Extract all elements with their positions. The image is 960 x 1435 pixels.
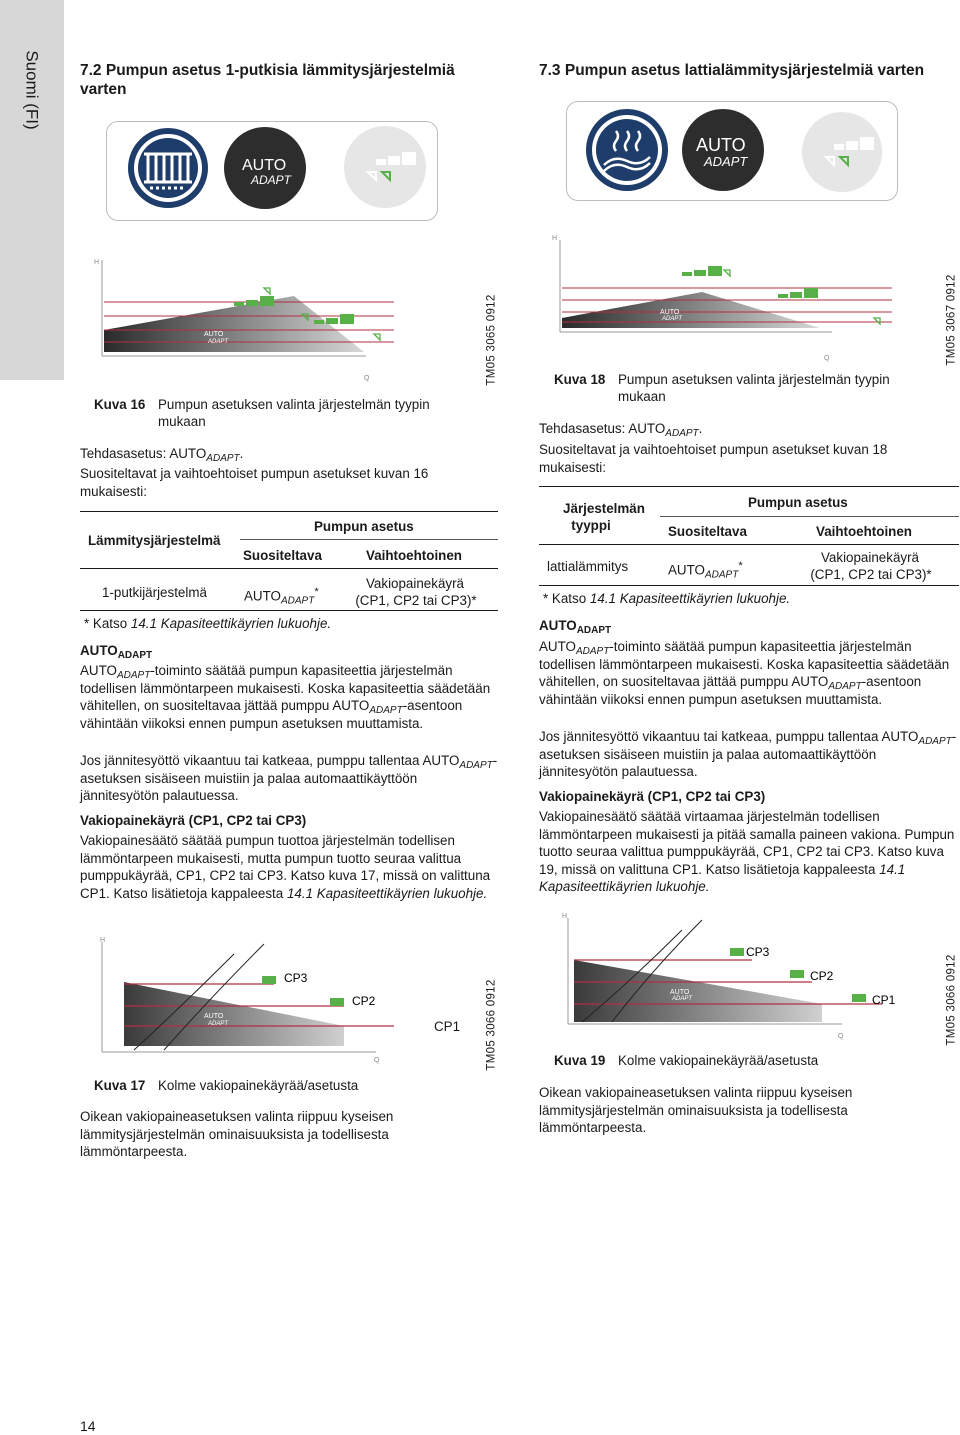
footnote-right: * Katso 14.1 Kapasiteettikäyrien lukuohje. <box>543 591 791 606</box>
recommended-intro-right: Suositeltavat ja vaihtoehtoiset pumpun asetukset kuvan 18 mukaisesti: <box>539 442 888 475</box>
svg-text:Q: Q <box>374 1057 380 1064</box>
constant-pressure-icon <box>344 126 426 208</box>
section-heading-7-3: 7.3 Pumpun asetus lattialämmitysjärjestelmiä varten <box>539 62 925 79</box>
row-alternative-right-2: (CP1, CP2 tai CP3)* <box>810 567 932 582</box>
auto-adapt-icon <box>224 127 306 209</box>
power-failure-para-left: Jos jännitesyöttö vikaantuu tai katkeaa, pumppu tallentaa $AUTO_{ADAPT}$-asetuksen sisäiseen muistiin ja palaa automaattikäyttöön jännitesyötön palautuessa. <box>80 753 498 803</box>
svg-text:ADAPT: ADAPT <box>208 1021 229 1027</box>
fig16-number: Kuva 16 <box>94 397 146 412</box>
auto-label: AUTO <box>242 157 287 174</box>
col-recommended: Suositeltava <box>243 548 322 563</box>
chart-q-label: Q <box>364 375 370 382</box>
svg-text:Q: Q <box>838 1033 844 1040</box>
auto-adapt-heading-right: $AUTO_{ADAPT}$ <box>539 618 612 636</box>
col-pump-setting: Pumpun asetus <box>314 519 414 534</box>
svg-text:CP1: CP1 <box>872 993 896 1007</box>
col-recommended-right: Suositeltava <box>668 524 747 539</box>
svg-text:H: H <box>552 235 558 242</box>
svg-text:CP3: CP3 <box>746 945 770 959</box>
section-heading-7-2: 7.2 Pumpun asetus 1-putkisia lämmitysjärjestelmiä varten <box>80 62 455 98</box>
fig18-code: TM05 3067 0912 <box>945 274 958 366</box>
auto-adapt-heading-left: $AUTO_{ADAPT}$ <box>80 643 153 661</box>
table-bottom-rule-right <box>539 585 959 586</box>
floor-heating-icon <box>586 109 668 191</box>
row-system-right: lattialämmitys <box>547 559 629 574</box>
svg-text:ADAPT: ADAPT <box>208 339 229 345</box>
fig18-chart <box>552 232 922 366</box>
fig17-caption: Kolme vakiopainekäyrää/asetusta <box>158 1078 359 1093</box>
fig17-chart <box>94 934 394 1066</box>
col-alternative-right: Vaihtoehtoinen <box>816 524 912 539</box>
fig17-code: TM05 3066 0912 <box>485 979 498 1071</box>
svg-text:ADAPT: ADAPT <box>672 996 693 1002</box>
fig17-number: Kuva 17 <box>94 1078 146 1093</box>
row-system: 1-putkijärjestelmä <box>102 585 207 600</box>
col-heating-system: Lämmitysjärjestelmä <box>88 533 221 548</box>
language-sidebar <box>0 0 64 380</box>
cp2-label: CP2 <box>352 994 376 1008</box>
fig16-caption: Pumpun asetuksen valinta järjestelmän tyypin mukaan <box>158 397 430 429</box>
fig16-chart <box>94 252 434 384</box>
svg-text:Q: Q <box>824 355 830 362</box>
col-system-type-2: tyyppi <box>571 518 611 533</box>
power-failure-para-right: Jos jännitesyöttö vikaantuu tai katkeaa, pumppu tallentaa $AUTO_{ADAPT}$-asetuksen sisäiseen muistiin ja palaa automaattikäyttöön jännitesyötön palautuessa. <box>539 729 957 779</box>
svg-text:AUTO: AUTO <box>670 989 690 996</box>
fig19-number: Kuva 19 <box>554 1053 606 1068</box>
svg-text:CP2: CP2 <box>810 969 834 983</box>
svg-text:H: H <box>562 913 568 920</box>
table-header-rule-right <box>539 544 959 545</box>
cp3-label: CP3 <box>284 971 308 985</box>
adapt-label-right: ADAPT <box>704 154 748 169</box>
bottom-para-right: Oikean vakiopaineasetuksen valinta riippuu kyseisen lämmitysjärjestelmän ominaisuuksista ja todellisesta lämmöntarpeesta. <box>539 1085 853 1135</box>
fig18-number: Kuva 18 <box>554 372 606 387</box>
svg-text:H: H <box>100 937 106 944</box>
col-pump-setting-right: Pumpun asetus <box>748 495 848 510</box>
cp-para-right: Vakiopainesäätö säätää virtaamaa järjestelmän todellisen lämmöntarpeen mukaisesti ja pitää samalla paineen vakiona. Pumpun tuotto seuraa valittua pumppukäyrää, CP1, CP2 tai CP3. Katso kuva 19, missä on valittuna CP1. Katso lisätietoja kappaleesta 14.1 Kapasiteettikäyrien lukuohje. <box>539 809 955 894</box>
col-alternative: Vaihtoehtoinen <box>366 548 462 563</box>
factory-setting-right: Tehdasasetus: $AUTO_{ADAPT}$. <box>539 421 703 439</box>
auto-adapt-icon-right <box>682 109 764 191</box>
adapt-label: ADAPT <box>251 173 292 187</box>
table-bottom-rule <box>80 610 498 611</box>
table-top-rule <box>80 511 498 512</box>
fig19-chart <box>552 910 922 1042</box>
table-group-rule <box>240 539 498 540</box>
fig19-code: TM05 3066 0912 <box>945 954 958 1046</box>
footnote-left: * Katso 14.1 Kapasiteettikäyrien lukuohje. <box>84 616 332 631</box>
table-header-rule <box>80 568 498 569</box>
row-alternative-1: Vakiopainekäyrä <box>365 576 464 591</box>
auto-adapt-para-right: $AUTO_{ADAPT}$-toiminto säätää pumpun kapasiteettia järjestelmän todellisen lämmöntarpeen mukaisesti. Koska kapasiteettia säädetään vähitellen, on suositeltavaa jättää pumppu $AUTO_{ADAPT}$-asentoon vähintään viikoksi ennen pumpun asetuksen muuttamista. <box>539 639 950 707</box>
row-alternative-2: (CP1, CP2 tai CP3)* <box>355 593 477 608</box>
bottom-para-left: Oikean vakiopaineasetuksen valinta riippuu kyseisen lämmitysjärjestelmän ominaisuuksista ja todellisesta lämmöntarpeesta. <box>80 1109 394 1159</box>
svg-text:ADAPT: ADAPT <box>662 316 683 322</box>
cp-heading-right: Vakiopainekäyrä (CP1, CP2 tai CP3) <box>539 789 766 804</box>
fig16-code: TM05 3065 0912 <box>485 294 498 386</box>
recommended-intro-left: Suositeltavat ja vaihtoehtoiset pumpun asetukset kuvan 16 mukaisesti: <box>80 466 429 499</box>
row-recommended-right: $AUTO_{ADAPT}^*$ <box>668 560 743 581</box>
cp1-label-left: CP1 <box>434 1019 461 1034</box>
cp-para-left: Vakiopainesäätö säätää pumpun tuottoa järjestelmän todellisen lämmöntarpeen mukaisesti, mutta pumpun tuotto seuraa valittua pumppukäyrää, CP1, CP2 tai CP3. Katso kuva 17, missä on valittuna CP1. Katso lisätietoja kappaleesta 14.1 Kapasiteettikäyrien lukuohje. <box>80 833 491 901</box>
radiator-icon <box>128 128 208 208</box>
svg-text:AUTO: AUTO <box>660 309 680 316</box>
col-system-type-1: Järjestelmän <box>563 501 645 516</box>
svg-text:AUTO: AUTO <box>204 331 224 338</box>
auto-adapt-para-left: $AUTO_{ADAPT}$-toiminto säätää pumpun kapasiteettia järjestelmän todellisen lämmöntarpeen mukaisesti. Koska kapasiteettia säädetään vähitellen, on suositeltavaa jättää pumppu $AUTO_{ADAPT}$-asentoon vähintään viikoksi ennen pumpun asetuksen muuttamista. <box>80 663 491 731</box>
chart-h-label: H <box>94 259 100 266</box>
row-recommended: $AUTO_{ADAPT}^*$ <box>244 586 319 607</box>
table-top-rule-right <box>539 486 959 487</box>
row-alternative-right-1: Vakiopainekäyrä <box>820 550 919 565</box>
cp-heading-left: Vakiopainekäyrä (CP1, CP2 tai CP3) <box>80 813 307 828</box>
language-label: Suomi (FI) <box>22 50 42 130</box>
page-number: 14 <box>80 1418 96 1434</box>
auto-label-right: AUTO <box>696 135 746 155</box>
constant-pressure-icon-right <box>802 112 882 192</box>
svg-text:AUTO: AUTO <box>204 1013 224 1020</box>
factory-setting-left: Tehdasasetus: $AUTO_{ADAPT}$. <box>80 446 244 464</box>
fig19-caption: Kolme vakiopainekäyrää/asetusta <box>618 1053 819 1068</box>
table-group-rule-right <box>660 516 959 517</box>
fig18-caption: Pumpun asetuksen valinta järjestelmän tyypin mukaan <box>618 372 890 404</box>
